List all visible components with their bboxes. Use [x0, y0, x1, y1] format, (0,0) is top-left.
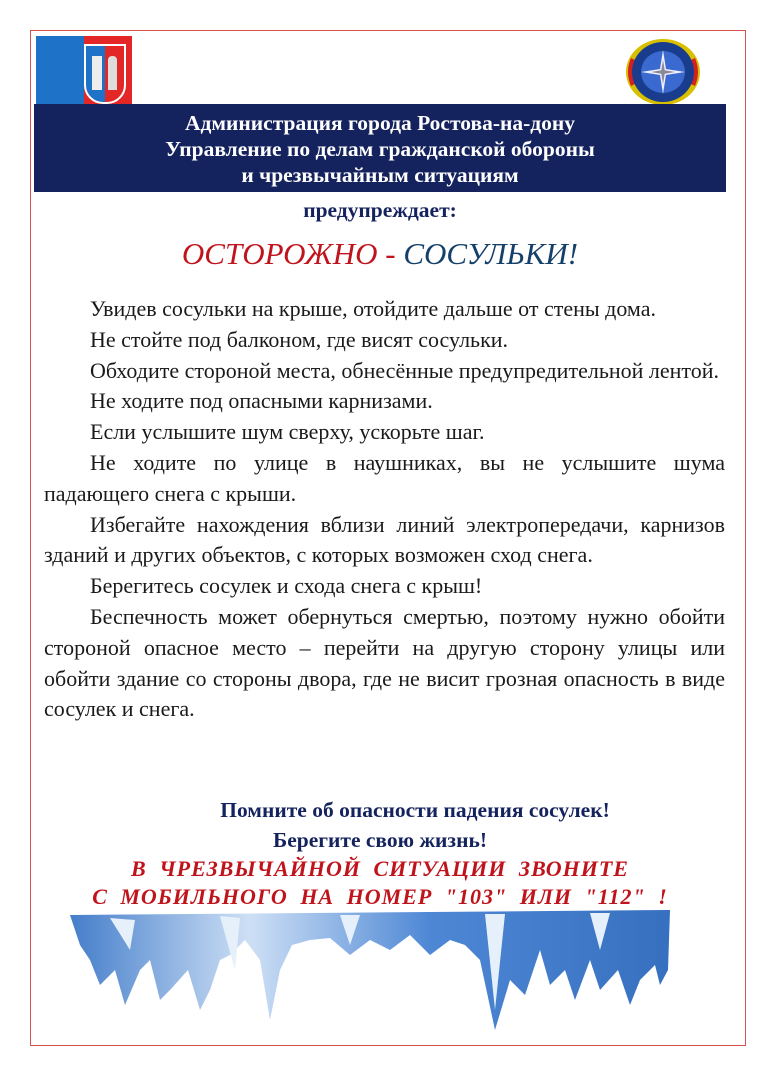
icicles-image — [70, 910, 670, 1040]
page-title — [0, 236, 760, 272]
paragraph: Не стойте под балконом, где висят сосульки. — [90, 326, 509, 352]
title-dash: - — [377, 236, 404, 271]
advice-text — [44, 294, 725, 725]
header-line-3: и чрезвычайным ситуациям — [241, 163, 519, 187]
paragraph: Не ходите по улице в наушниках, вы не услышите шума падающего снега с крыши. — [44, 449, 725, 506]
header-band — [34, 104, 726, 192]
reminder-1: Помните об опасности падения сосулек! — [220, 798, 610, 822]
header-line-1: Администрация города Ростова-на-дону — [184, 111, 576, 135]
header-line-2: Управление по делам гражданской обороны — [165, 137, 595, 161]
call-line-2: С МОБИЛЬНОГО НА НОМЕР "103" ИЛИ "112" ! — [92, 884, 668, 909]
paragraph: Если услышите шум сверху, ускорьте шаг. — [90, 419, 485, 445]
paragraph: Избегайте нахождения вблизи линий электропередачи, карнизов зданий и других объектов, с которых возможен сход снега. — [44, 511, 725, 568]
paragraph: Беспечность может обернуться смертью, поэтому нужно обойти стороной опасное место – перейти на другую сторону улицы или обойти здание со стороны двора, где не висит грозная опасность в виде сосулек и снега. — [44, 603, 725, 722]
paragraph: Не ходите под опасными карнизами. — [90, 388, 433, 414]
call-line-1: В ЧРЕЗВЫЧАЙНОЙ СИТУАЦИИ ЗВОНИТЕ — [131, 856, 629, 881]
reminder-2: Берегите свою жизнь! — [273, 828, 487, 852]
city-flag-logo — [36, 36, 132, 106]
coat-of-arms-icon — [84, 44, 126, 104]
title-part-1: ОСТОРОЖНО — [181, 236, 378, 271]
emergency-ministry-emblem — [625, 38, 701, 106]
paragraph: Увидев сосульки на крыше, отойдите дальше от стены дома. — [90, 296, 656, 321]
paragraph: Обходите стороной места, обнесённые предупредительной лентой. — [90, 357, 720, 383]
title-part-2: СОСУЛЬКИ! — [403, 236, 579, 271]
paragraph: Берегитесь сосулек и схода снега с крыш! — [90, 573, 483, 599]
warns-text: предупреждает: — [303, 198, 457, 222]
